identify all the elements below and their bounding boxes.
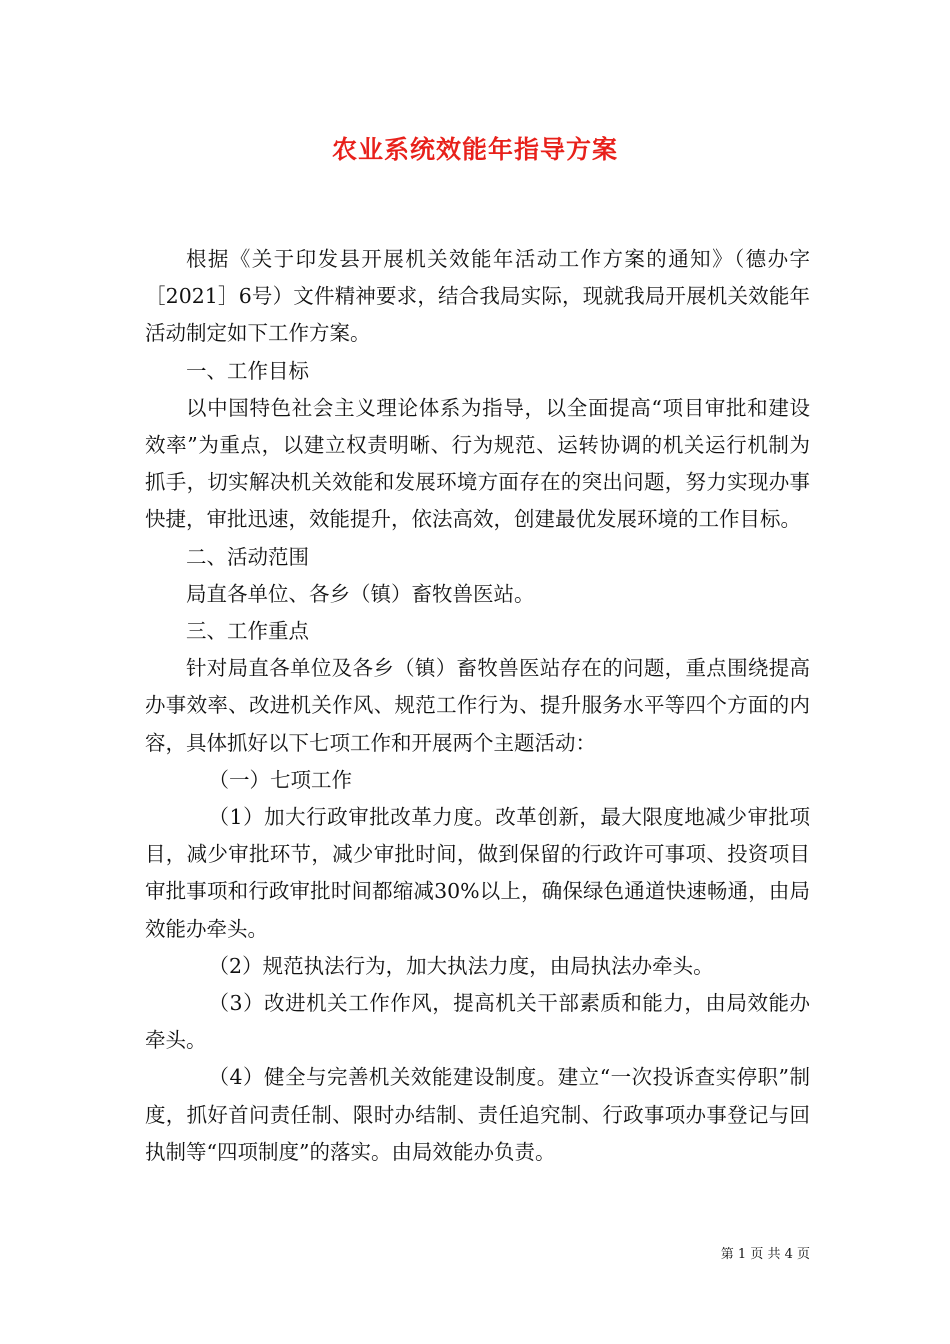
list-item-4: （4）健全与完善机关效能建设制度。建立“一次投诉查实停职”制度，抓好首问责任制、限时办结制、责任追究制、行政事项办事登记与回执制等“四项制度”的落实。由局效能办负责。 xyxy=(145,1065,810,1164)
heading-work-focus: 三、工作重点 xyxy=(186,619,309,644)
heading-activity-scope: 二、活动范围 xyxy=(186,544,309,569)
paragraph-activity-scope: 局直各单位、各乡（镇）畜牧兽医站。 xyxy=(186,581,535,606)
heading-seven-tasks: （一）七项工作 xyxy=(208,767,353,792)
paragraph-intro: 根据《关于印发县开展机关效能年活动工作方案的通知》（德办字［2021］6号）文件精神要求，结合我局实际，现就我局开展机关效能年活动制定如下工作方案。 xyxy=(145,247,810,346)
list-item-3: （3）改进机关工作作风，提高机关干部素质和能力，由局效能办牵头。 xyxy=(145,991,810,1053)
list-item-2: （2）规范执法行为，加大执法力度，由局执法办牵头。 xyxy=(208,953,714,978)
document-title: 农业系统效能年指导方案 xyxy=(331,135,618,164)
heading-work-goal: 一、工作目标 xyxy=(186,358,309,383)
document-body xyxy=(145,241,810,1171)
list-item-1: （1）加大行政审批改革力度。改革创新，最大限度地减少审批项目，减少审批环节，减少审批时间，做到保留的行政许可事项、投资项目审批事项和行政审批时间都缩减30%以上，确保绿色通道快速畅通，由局效能办牵头。 xyxy=(145,805,810,941)
paragraph-work-focus: 针对局直各单位及各乡（镇）畜牧兽医站存在的问题，重点围绕提高办事效率、改进机关作风、规范工作行为、提升服务水平等四个方面的内容，具体抓好以下七项工作和开展两个主题活动： xyxy=(145,656,810,755)
paragraph-work-goal: 以中国特色社会主义理论体系为指导，以全面提高“项目审批和建设效率”为重点，以建立权责明晰、行为规范、运转协调的机关运行机制为抓手，切实解决机关效能和发展环境方面存在的突出问题，努力实现办事快捷，审批迅速，效能提升，依法高效，创建最优发展环境的工作目标。 xyxy=(145,395,810,532)
page-number: 第 1 页 共 4 页 xyxy=(720,1247,810,1262)
